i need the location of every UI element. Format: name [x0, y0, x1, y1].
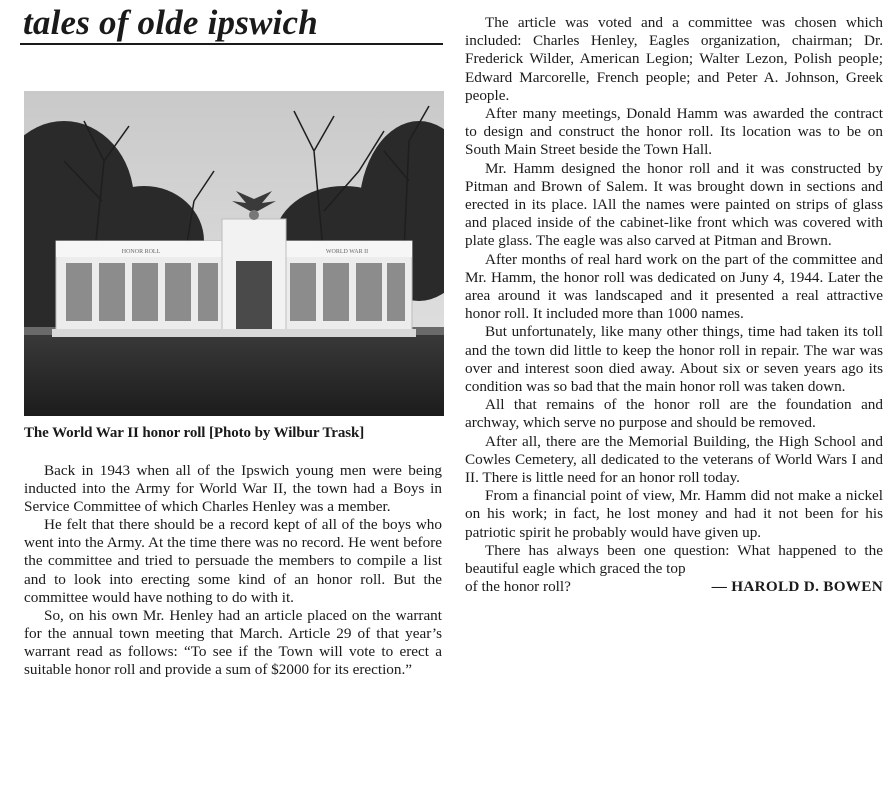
byline: — HAROLD D. BOWEN [711, 578, 883, 596]
right-column [465, 14, 883, 597]
right-paragraph: After months of real hard work on the part of the committee and Mr. Hamm, the honor roll was dedicated on Juny 4, 1944. Later the area around it was landscaped and it presented a real attractive honor roll. It included more than 1000 names. [465, 250, 883, 323]
left-body-text [24, 462, 442, 679]
right-paragraph: After all, there are the Memorial Building, the High School and Cowles Cemetery, all dedicated to the veterans of World Wars I and II. There is little need for an honor roll today. [465, 432, 883, 487]
left-column [20, 4, 443, 45]
right-paragraph: All that remains of the honor roll are the foundation and archway, which serve no purpose and should be removed. [465, 396, 883, 432]
right-paragraph: Mr. Hamm designed the honor roll and it was constructed by Pitman and Brown of Salem. It was brought down in sections and erected in its place. lAll the names were painted on strips of glass and placed inside of the cabinet-like front which was covered with plate glass. The eagle was also carved at Pitman and Brown. [465, 159, 883, 250]
honor-roll-photo-drawing [24, 91, 444, 416]
left-paragraph: He felt that there should be a record kept of all of the boys who went into the Army. At the time there was no record. He went before the committee and tried to persuade the members to compile a list and to look into erecting some kind of an honor roll. But the committee would have nothing to do with it. [24, 516, 442, 606]
panel-right-text: WORLD WAR II [325, 249, 369, 255]
right-paragraph: The article was voted and a committee was chosen which included: Charles Henley, Eagles organization, chairman; Dr. Frederick Wilder, American Legion; Walter Lezon, Polish people; Edward Marcorelle, French people; and Peter A. Johnson, Greek people. [465, 14, 883, 104]
headline: tales of olde ipswich [23, 3, 318, 42]
left-paragraph: Back in 1943 when all of the Ipswich young men were being inducted into the Army for World War II, the town had a Boys in Service Committee of which Charles Henley was a member. [24, 462, 442, 516]
headline-rule [20, 43, 443, 45]
closing-tail: of the honor roll? [465, 578, 571, 596]
right-paragraph: After many meetings, Donald Hamm was awarded the contract to design and construct the honor roll. Its location was to be on South Main Street beside the Town Hall. [465, 105, 883, 159]
closing-text: There has always been one question: What happened to the beautiful eagle which graced the top [465, 541, 883, 578]
left-paragraph: So, on his own Mr. Henley had an article placed on the warrant for the annual town meeting that March. Article 29 of that year’s warrant read as follows: “To see if the Town will vote to erect a suitable honor roll and provide a sum of $2000 for its erection.” [24, 606, 442, 679]
ground [24, 331, 444, 416]
panel-left-text: HONOR ROLL [121, 249, 161, 255]
closing-paragraph [465, 542, 883, 578]
photo-caption: The World War II honor roll [Photo by Wilbur Trask] [24, 425, 365, 441]
right-paragraph: From a financial point of view, Mr. Hamm did not make a nickel on his work; in fact, he lost money and had it not been for his patriotic spirit he probably would have given up. [465, 487, 883, 541]
honor-roll-photo [24, 91, 444, 416]
right-paragraph: But unfortunately, like many other things, time had taken its toll and the town did little to keep the honor roll in repair. The war was over and interest soon died away. About six or seven years ago its condition was so bad that the main honor roll was taken down. [465, 323, 883, 396]
closing-last-line [465, 578, 883, 596]
